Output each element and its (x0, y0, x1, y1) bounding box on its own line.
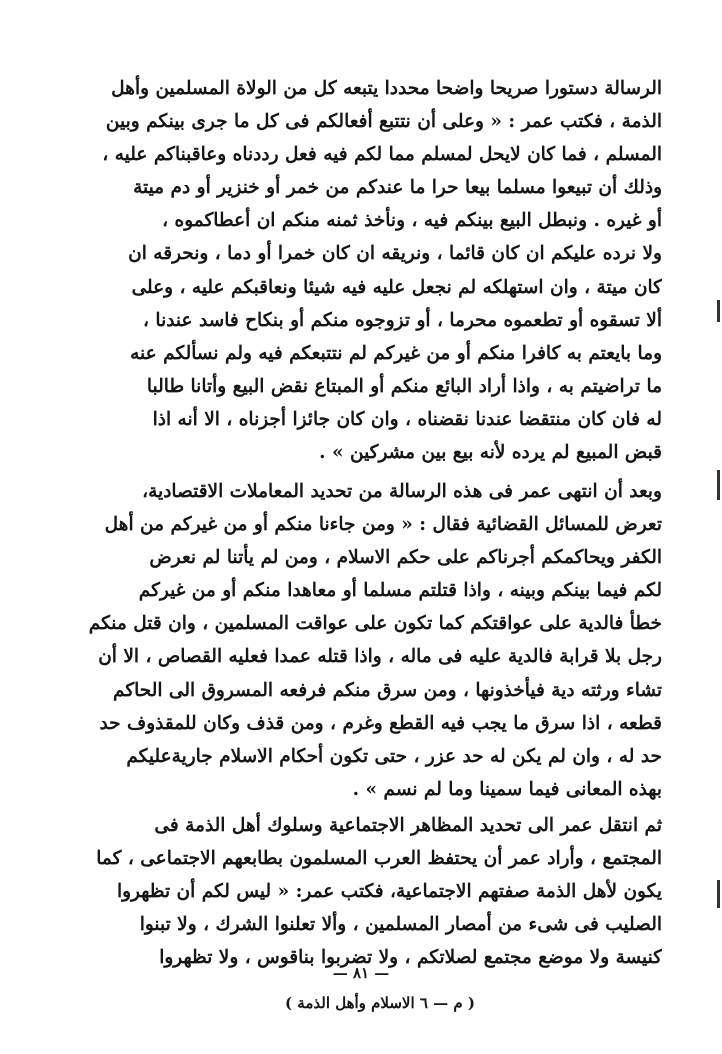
text-line: الكفر ويحاكمكم أجرناكم على حكم الاسلام ، ومن لم يأتنا لم نعرض (149, 547, 662, 569)
text-line: ولا نرده عليكم ان كان قائما ، ونريقه ان كان خمرا أو دما ، ونحرقه ان (128, 243, 662, 265)
text-line: بهذه المعانى فيما سمينا وما لم نسم » . (352, 778, 662, 800)
text-line: لكم فيما بينكم وبينه ، واذا قتلتم مسلما أو معاهدا منكم أو من غيركم (138, 580, 662, 602)
text-line: المجتمع ، وأراد عمر أن يحتفظ العرب المسلمون بطابعهم الاجتماعى ، كما (96, 848, 662, 870)
text-line: وبعد أن انتهى عمر فى هذه الرسالة من تحديد المعاملات الاقتصادية، (142, 481, 662, 502)
scan-edge-mark (717, 300, 720, 322)
paragraph-2 (72, 475, 662, 806)
text-line: الرسالة دستورا صريحا واضحا محددا يتبعه كل من الولاة المسلمين وأهل (111, 78, 662, 99)
paragraph-3 (72, 809, 662, 974)
text-line: كان ميتة ، وان استهلكه لم نجعل عليه فيه شيئا ونعاقبكم عليه ، وعلى (131, 276, 662, 298)
scan-edge-mark (717, 880, 720, 908)
text-line: تشاء ورثته دية فيأخذونها ، ومن سرق منكم فرفعه المسروق الى الحاكم (113, 679, 662, 701)
text-line: الذمة ، فكتب عمر : « وعلى أن نتتبع أفعالكم فى كل ما جرى بينكم وبين (105, 111, 662, 133)
text-line: ما تراضيتم به ، واذا أراد البائع منكم أو المبتاع نقض البيع وأتانا طالبا (146, 375, 662, 397)
text-line: المسلم ، فما كان لايحل لمسلم مما لكم فيه فعل رددناه وعاقبناكم عليه ، (102, 144, 662, 166)
text-line: ثم انتقل عمر الى تحديد المظاهر الاجتماعية وسلوك أهل الذمة فى (154, 815, 662, 836)
signature-footer: ( م — ٦ الاسلام وأهل الذمة ) (284, 994, 475, 1012)
text-line: الصليب فى شىء من أمصار المسلمين ، وألا تعلنوا الشرك ، ولا تبنوا (139, 914, 662, 936)
text-line: قطعه ، اذا سرق ما يجب فيه القطع وغرم ، ومن قذف وكان للمقذوف حد (99, 712, 662, 734)
text-line: له فان كان منتقضا عندنا نقضناه ، وان كان جائزا أجزناه ، الا أنه اذا (152, 408, 662, 430)
text-line: قبض المبيع لم يرده لأنه بيع بين مشركين » . (319, 442, 662, 464)
scan-edge-mark (717, 470, 720, 500)
text-line: كنيسة ولا موضع مجتمع لصلاتكم ، ولا تضربوا بناقوس ، ولا تظهروا (159, 947, 662, 969)
text-line: وما بايعتم به كافرا منكم أو من غيركم لم نتتبعكم فيه ولم نسألكم عنه (130, 342, 662, 364)
text-line: أو غيره . ونبطل البيع بينكم فيه ، ونأخذ ثمنه منكم ان أعطاكموه ، (162, 210, 662, 232)
text-line: تعرض للمسائل القضائية فقال : « ومن جاءنا منكم أو من غيركم من أهل (104, 514, 662, 536)
paragraph-1 (72, 72, 662, 469)
text-line: يكون لأهل الذمة صفتهم الاجتماعية، فكتب عمر: « ليس لكم أن تظهروا (116, 881, 662, 903)
text-line: حد له ، وان لم يكن له حد عزر ، حتى تكون أحكام الاسلام جاريةعليكم (126, 745, 662, 767)
page-number: — ٨١ — (332, 964, 390, 982)
text-line: وذلك أن تبيعوا مسلما بيعا حرا ما عندكم من خمر أو خنزير أو دم ميتة (133, 177, 662, 199)
text-line: خطأ فالدية على عواقتكم كما تكون على عواقت المسلمين ، وان قتل منكم (88, 613, 662, 635)
text-line: رجل بلا قرابة فالدية عليه فى ماله ، واذا قتله عمدا فعليه القصاص ، الا أن (98, 646, 662, 668)
text-line: ألا تسقوه أو تطعموه محرما ، أو تزوجوه منكم أو بنكاح فاسد عندنا ، (143, 309, 662, 331)
